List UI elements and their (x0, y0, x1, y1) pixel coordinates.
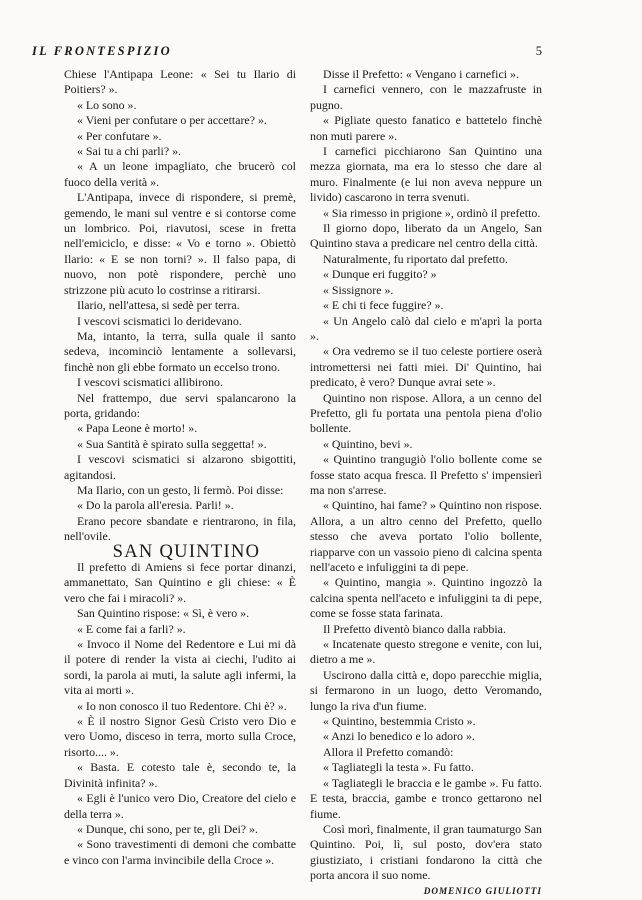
paragraph: « Io non conosco il tuo Redentore. Chi è? ». (77, 698, 287, 713)
paragraph: I carnefici vennero, con le mazzafruste in pugno. (310, 82, 542, 112)
paragraph: « Quintino, hai fame? » Quintino non rispose. Allora, a un altro cenno del Prefetto, quello stesso che aveva portato l'olio bollente, riapparve con un vassoio pieno di calcina spenta nell'aceto e infuliggini ta di pepe. (310, 498, 542, 574)
paragraph: I vescovi scismatici si alzarono sbigottiti, agitandosi. (64, 452, 296, 482)
paragraph: Chiese l'Antipapa Leone: « Sei tu Ilario di Poitiers? ». (64, 67, 296, 97)
paragraph: « Quintino, mangia ». Quintino ingozzò la calcina spenta nell'aceto e infuliggini ta di pepe, come se fosse stata farinata. (310, 575, 542, 621)
paragraph: I vescovi scismatici allibirono. (77, 375, 223, 390)
paragraph: « Sissignore ». (323, 282, 394, 297)
paragraph: « Dunque, chi sono, per te, gli Dei? ». (77, 821, 258, 836)
paragraph: Allora il Prefetto comandò: (323, 744, 454, 759)
paragraph: « Un Angelo calò dal cielo e m'aprì la porta ». (310, 313, 542, 343)
paragraph: « È il nostro Signor Gesù Cristo vero Dio e vero Uomo, disceso in terra, morto sulla Croce, risorto.... ». (64, 714, 296, 759)
paragraph: Il prefetto di Amiens si fece portar dinanzi, ammanettato, San Quintino e gli chiese: « È vero che fai i miracoli? ». (64, 560, 296, 605)
paragraph: « Sono travestimenti di demoni che combatte e vinco con l'arma invincibile della Croce ». (64, 837, 296, 867)
journal-title: IL FRONTESPIZIO (32, 44, 172, 58)
paragraph: « Quintino, bevi ». (323, 436, 413, 451)
paragraph: « Anzi lo benedico e lo adoro ». (323, 729, 475, 744)
paragraph: « Vieni per confutare o per accettare? ». (77, 113, 267, 128)
paragraph: Così morì, finalmente, il gran taumaturgo San Quintino. Poi, lì, sul posto, dov'era stato giustiziato, i cristiani fondarono la città che porta ancora il suo nome. (310, 821, 542, 883)
paragraph: « Sia rimesso in prigione », ordinò il prefetto. (323, 205, 541, 220)
paragraph: « Tagliategli la testa ». Fu fatto. (323, 760, 474, 775)
paragraph: « Tagliategli le braccia e le gambe ». Fu fatto. E testa, braccia, gambe e tronco gettarono nel fiume. (310, 775, 542, 821)
paragraph: « Sai tu a chi parli? ». (77, 144, 182, 159)
paragraph: « Incatenate questo stregone e venite, con lui, dietro a me ». (310, 637, 542, 667)
page-header (32, 44, 542, 59)
paragraph: I vescovi scismatici lo deridevano. (77, 313, 242, 328)
paragraph: « Do la parola all'eresia. Parli! ». (77, 498, 234, 513)
section-title: SAN QUINTINO (112, 541, 261, 562)
paragraph: Ma Ilario, con un gesto, li fermò. Poi disse: (77, 482, 284, 497)
left-column (64, 67, 296, 868)
paragraph: « Papa Leone è morto! ». (77, 421, 198, 436)
paragraph: I carnefici picchiarono San Quintino una mezza giornata, ma era lo stesso che dare al muro. Finalmente (e lui non aveva neppure un livido) cascarono in terra svenuti. (310, 144, 542, 205)
author-signature: DOMENICO GIULIOTTI (423, 885, 542, 896)
paragraph: L'Antipapa, invece di rispondere, si premè, gemendo, le mani sul ventre e si contorse come un lombrico. Poi, riavutosi, scese in fretta nell'emiciclo, e disse: « Vo e torno ». Obiettò Ilario: « E se non torni? ». Il falso papa, di nuovo, non potè rispondere, perchè uno strizzone più acuto lo costrinse a ritirarsi. (64, 190, 296, 297)
paragraph: « Quintino trangugiò l'olio bollente come se fosse stato acqua fresca. Il Prefetto s' impensierì ma non s'arrese. (310, 452, 542, 497)
paragraph: « Lo sono ». (77, 97, 137, 112)
paragraph: Disse il Prefetto: « Vengano i carnefici ». (323, 67, 519, 81)
paragraph: « Egli è l'unico vero Dio, Creatore del cielo e della terra ». (64, 791, 296, 821)
paragraph: « E come fai a farli? ». (77, 621, 186, 636)
paragraph: San Quintino rispose: « Sì, è vero ». (77, 606, 250, 621)
paragraph: « Per confutare ». (77, 128, 162, 143)
paragraph: Naturalmente, fu riportato dal prefetto. (323, 251, 508, 266)
paragraph: « Dunque eri fuggito? » (323, 267, 437, 282)
paragraph: Ma, intanto, la terra, sulla quale il santo sedeva, incominciò lentamente a sollevarsi, finchè non gli ebbe formato un eccelso trono. (64, 328, 296, 374)
right-column (310, 67, 542, 899)
paragraph: « Invoco il Nome del Redentore e Lui mi dà il potere di render la vista ai ciechi, l'udito ai sordi, la parola ai muti, la salute agli infermi, la vita ai morti ». (64, 637, 296, 698)
paragraph: Ilario, nell'attesa, si sedè per terra. (77, 298, 240, 313)
paragraph: Uscirono dalla città e, dopo parecchie miglia, si fermarono in un luogo, detto Veromando, lungo la riva d'un fiume. (310, 667, 542, 713)
paragraph: « Pigliate questo fanatico e battetelo finchè non muti parere ». (310, 113, 542, 143)
paragraph: « Quintino, bestemmia Cristo ». (323, 714, 476, 729)
paragraph: « Ora vedremo se il tuo celeste portiere oserà intromettersi nei fatti miei. Di' Quintino, hai predicato, è vero? Dunque avrai sete ». (310, 344, 542, 390)
paragraph: « A un leone impagliato, che brucerò col fuoco della verità ». (64, 159, 296, 189)
paragraph: Erano pecore sbandate e rientrarono, in fila, nell'ovile. (64, 513, 296, 544)
paragraph: Il giorno dopo, liberato da un Angelo, San Quintino stava a predicare nel centro della città. (310, 221, 542, 251)
paragraph: « Sua Santità è spirato sulla seggetta! ». (77, 436, 267, 451)
paragraph: « Basta. E cotesto tale è, secondo te, la Divinità infinita? ». (64, 760, 296, 790)
paragraph: Nel frattempo, due servi spalancarono la porta, gridando: (64, 390, 296, 420)
paragraph: Il Prefetto diventò bianco dalla rabbia. (323, 621, 506, 636)
paragraph: « E chi ti fece fuggire? ». (323, 298, 444, 313)
paragraph: Quintino non rispose. Allora, a un cenno del Prefetto, gli fu portata una pentola piena d'olio bollente. (310, 390, 542, 436)
page-number: 5 (535, 44, 542, 58)
